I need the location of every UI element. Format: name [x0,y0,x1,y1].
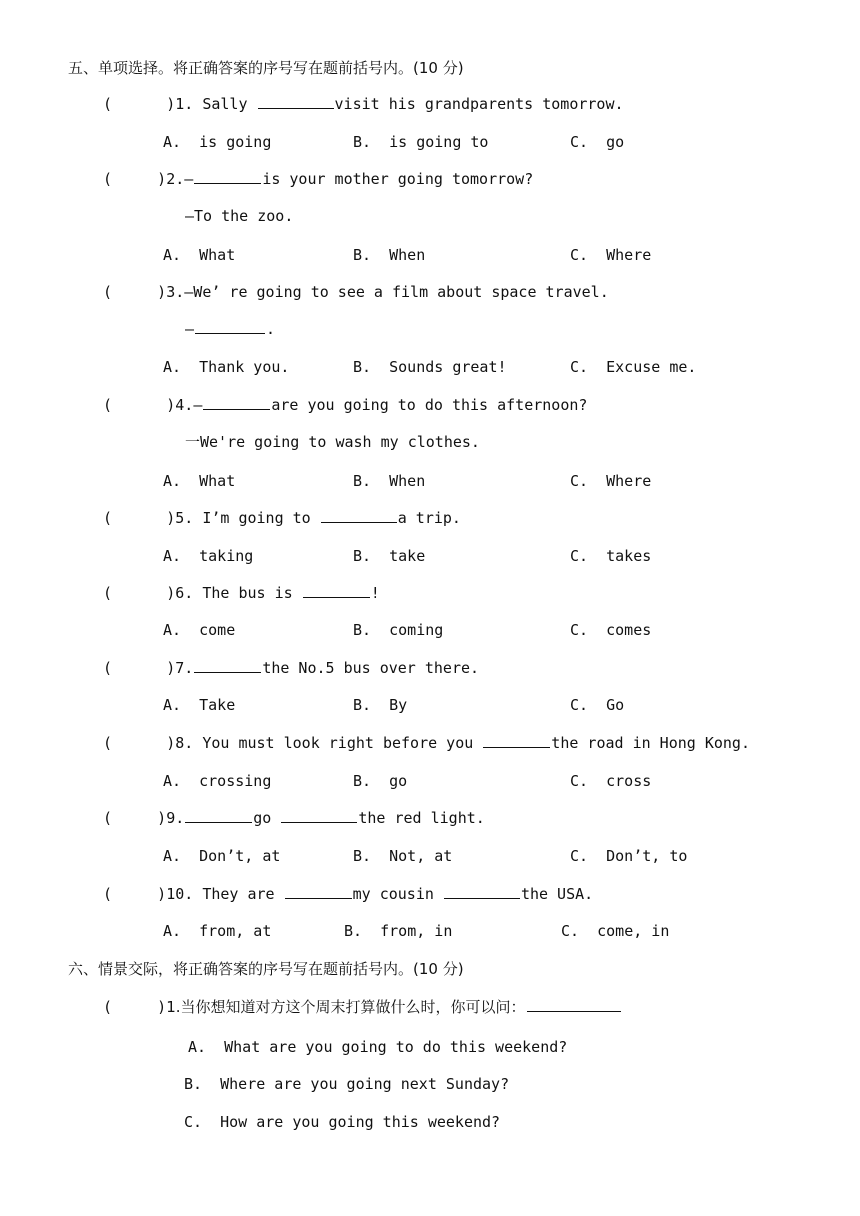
q10-option-b[interactable]: B. from, in [344,922,453,940]
q2-option-c[interactable]: C. Where [570,246,652,264]
answer-blank [527,997,621,1012]
q7-option-c[interactable]: C. Go [570,696,625,714]
q3-option-a[interactable]: A. Thank you. [163,358,290,376]
q8-option-a[interactable]: A. crossing [163,772,272,790]
question-7: ( )7. the No.5 bus over there. [103,659,480,677]
answer-blank [444,884,520,899]
q8-option-c[interactable]: C. cross [570,772,652,790]
q4-option-b[interactable]: B. When [353,472,426,490]
answer-blank [303,583,370,598]
q9-option-b[interactable]: B. Not, at [353,847,453,865]
q9-option-a[interactable]: A. Don’t, at [163,847,281,865]
q6-option-a[interactable]: A. come [163,621,236,639]
question-10: ( )10. They are my cousin the USA. [103,885,594,903]
q2-reply: —To the zoo. [185,207,294,225]
answer-blank [194,658,261,673]
answer-blank [203,395,270,410]
answer-bracket[interactable]: ( ) [103,885,167,903]
q10-option-c[interactable]: C. come, in [561,922,670,940]
q4-reply: 一We're going to wash my clothes. [185,433,480,451]
s6-q1-option-b[interactable]: B. Where are you going next Sunday? [184,1075,510,1093]
q8-option-b[interactable]: B. go [353,772,408,790]
q2-option-a[interactable]: A. What [163,246,236,264]
answer-bracket[interactable]: ( ) [103,170,167,188]
q5-option-b[interactable]: B. take [353,547,426,565]
q5-option-a[interactable]: A. taking [163,547,254,565]
answer-bracket[interactable]: ( ) [103,734,176,752]
q3-option-c[interactable]: C. Excuse me. [570,358,697,376]
q7-option-a[interactable]: A. Take [163,696,236,714]
answer-bracket[interactable]: ( ) [103,283,167,301]
answer-bracket[interactable]: ( ) [103,95,176,113]
q7-option-b[interactable]: B. By [353,696,408,714]
answer-bracket[interactable]: ( ) [103,998,167,1016]
q9-option-c[interactable]: C. Don’t, to [570,847,688,865]
q1-option-c[interactable]: C. go [570,133,625,151]
answer-bracket[interactable]: ( ) [103,396,176,414]
q6-option-c[interactable]: C. comes [570,621,652,639]
question-3: ( )3.—We’ re going to see a film about space travel. [103,283,609,301]
answer-blank [195,319,265,334]
answer-bracket[interactable]: ( ) [103,659,176,677]
answer-bracket[interactable]: ( ) [103,509,176,527]
q4-option-a[interactable]: A. What [163,472,236,490]
q3-reply: — . [185,320,276,338]
q5-option-c[interactable]: C. takes [570,547,652,565]
q1-option-b[interactable]: B. is going to [353,133,489,151]
question-1: ( )1. Sally visit his grandparents tomorrow. [103,95,624,113]
answer-blank [194,169,261,184]
answer-blank [321,508,397,523]
question-6: ( )6. The bus is ! [103,584,380,602]
answer-blank [285,884,352,899]
question-9: ( )9. go the red light. [103,809,485,827]
question-4: ( )4.— are you going to do this afternoon? [103,396,588,414]
answer-blank [185,808,252,823]
s6-q1-option-c[interactable]: C. How are you going this weekend? [184,1113,501,1131]
s6-question-1: ( )1.当你想知道对方这个周末打算做什么时，你可以问： [103,997,622,1017]
answer-blank [483,733,550,748]
q2-option-b[interactable]: B. When [353,246,426,264]
question-2: ( )2.— is your mother going tomorrow? [103,170,534,188]
section-5-heading: 五、单项选择。将正确答案的序号写在题前括号内。(10 分) [68,59,464,77]
q6-option-b[interactable]: B. coming [353,621,444,639]
answer-bracket[interactable]: ( ) [103,809,167,827]
question-8: ( )8. You must look right before you the road in Hong Kong. [103,734,750,752]
section-6-heading: 六、情景交际，将正确答案的序号写在题前括号内。(10 分) [68,960,464,978]
q3-option-b[interactable]: B. Sounds great! [353,358,507,376]
q10-option-a[interactable]: A. from, at [163,922,272,940]
question-5: ( )5. I’m going to a trip. [103,509,461,527]
answer-blank [258,94,334,109]
q4-option-c[interactable]: C. Where [570,472,652,490]
s6-q1-option-a[interactable]: A. What are you going to do this weekend? [188,1038,568,1056]
q1-option-a[interactable]: A. is going [163,133,272,151]
answer-bracket[interactable]: ( ) [103,584,176,602]
answer-blank [281,808,357,823]
